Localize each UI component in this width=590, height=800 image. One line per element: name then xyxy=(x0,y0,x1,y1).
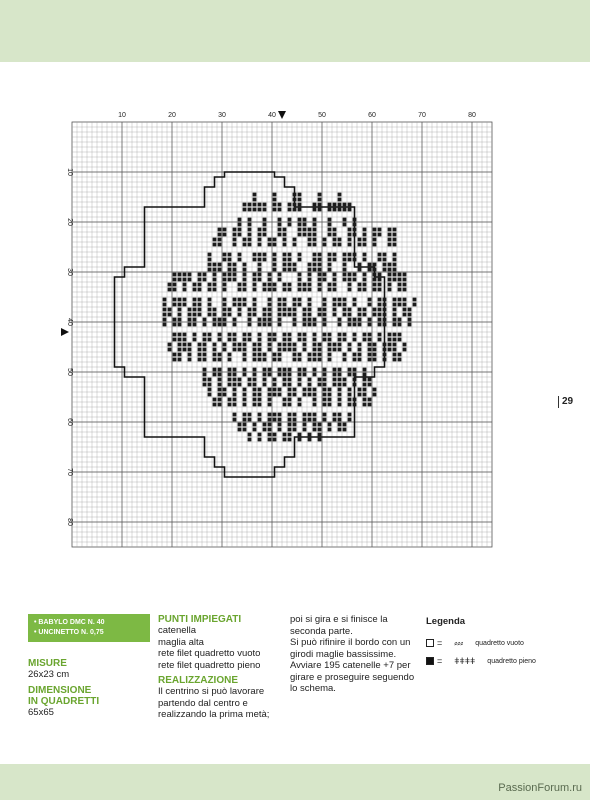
misure-value: 26x23 cm xyxy=(28,669,70,680)
dimensione-value: 65x65 xyxy=(28,706,54,718)
instruction-line: Si può rifinire il bordo con un xyxy=(290,637,411,648)
chain-stitch-icon: ⸗⸗⸗ xyxy=(454,638,464,648)
watermark: PassionForum.ru xyxy=(498,782,582,794)
top-tick-label: 70 xyxy=(418,112,426,119)
materials-box xyxy=(28,614,150,642)
realizzazione-line: Il centrino si può lavorare xyxy=(158,686,265,697)
side-tick-label: 50 xyxy=(66,368,73,376)
legend-title: Legenda xyxy=(426,616,466,627)
dimensione-heading-2: IN QUADRETTI xyxy=(28,695,100,707)
punti-heading: PUNTI IMPIEGATI xyxy=(158,614,242,625)
material-thread: • BABYLO DMC N. 40 xyxy=(34,618,144,628)
side-tick-label: 70 xyxy=(66,468,73,476)
instructions-continued xyxy=(290,614,414,695)
instruction-line: poi si gira e si finisce la xyxy=(290,614,388,625)
misure-heading: MISURE xyxy=(28,658,67,669)
side-tick-label: 60 xyxy=(66,418,73,426)
side-tick-label: 30 xyxy=(66,268,73,276)
legend-equals: = xyxy=(437,656,443,666)
filet-chart xyxy=(0,100,590,570)
side-tick-label: 40 xyxy=(66,318,73,326)
center-arrow-top-icon xyxy=(278,111,286,119)
legend-full-label: quadretto pieno xyxy=(487,657,536,665)
empty-square-icon xyxy=(426,639,434,647)
instruction-line: Avviare 195 catenelle +7 per xyxy=(290,660,411,671)
punti-item: rete filet quadretto vuoto xyxy=(158,648,261,659)
top-tick-label: 50 xyxy=(318,112,326,119)
legend-full-row xyxy=(426,656,536,666)
realizzazione-heading: REALIZZAZIONE xyxy=(158,675,238,686)
top-tick-label: 60 xyxy=(368,112,376,119)
top-tick-label: 40 xyxy=(268,112,276,119)
top-tick-label: 80 xyxy=(468,112,476,119)
page-number: 29 xyxy=(558,396,573,408)
legend-equals: = xyxy=(437,638,443,648)
instruction-line: girodi maglie bassissime. xyxy=(290,648,397,660)
stitches-section xyxy=(158,614,269,721)
top-band xyxy=(0,0,590,62)
realizzazione-line: partendo dal centro e xyxy=(158,697,248,709)
top-tick-label: 20 xyxy=(168,112,176,119)
instruction-line: seconda parte. xyxy=(290,625,353,637)
size-section xyxy=(28,658,99,718)
center-arrow-side-icon xyxy=(61,328,69,336)
filled-square-icon xyxy=(426,657,434,665)
legend-empty-row xyxy=(426,638,524,648)
instruction-line: lo schema. xyxy=(290,683,336,694)
punti-item: maglia alta xyxy=(158,636,204,648)
punti-item: rete filet quadretto pieno xyxy=(158,659,261,671)
material-hook: • UNCINETTO N. 0,75 xyxy=(34,628,144,638)
side-tick-label: 80 xyxy=(66,518,73,526)
dimensione-heading-1: DIMENSIONE xyxy=(28,684,92,696)
top-tick-label: 30 xyxy=(218,112,226,119)
realizzazione-line: realizzando la prima metà; xyxy=(158,709,270,720)
instruction-line: girare e proseguire seguendo xyxy=(290,671,415,683)
treble-stitch-icon: ǂǂǂǂ xyxy=(454,656,476,666)
punti-item: catenella xyxy=(158,625,197,636)
side-tick-label: 20 xyxy=(66,218,73,226)
top-tick-label: 10 xyxy=(118,112,126,119)
legend-empty-label: quadretto vuoto xyxy=(475,639,524,647)
side-tick-label: 10 xyxy=(66,168,73,176)
